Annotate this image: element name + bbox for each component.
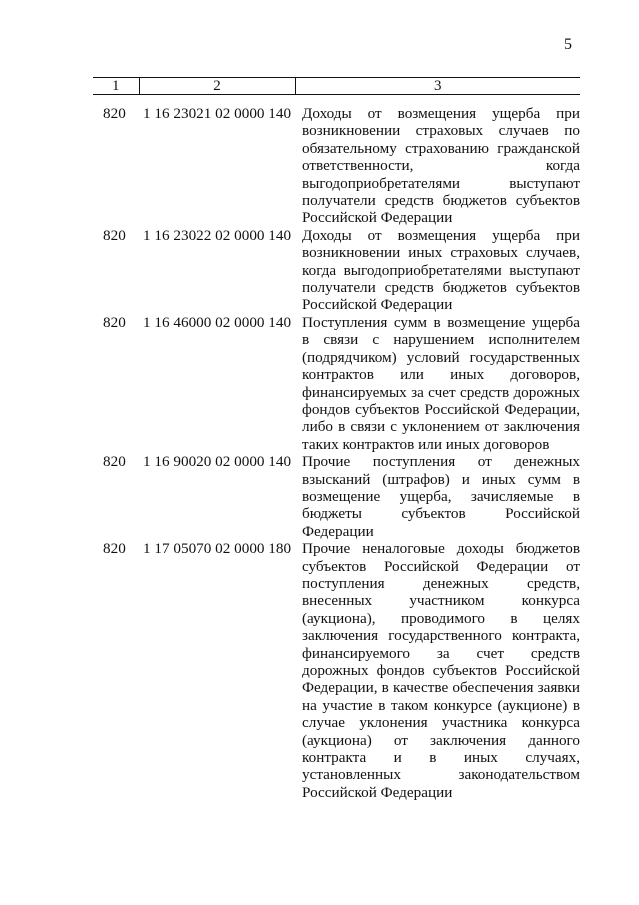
admin-code-cell: 820 bbox=[103, 105, 126, 122]
header-col-2: 2 bbox=[139, 78, 295, 95]
header-spacer bbox=[93, 95, 580, 106]
page-number: 5 bbox=[564, 36, 572, 53]
revenue-description-cell: Прочие неналоговые доходы бюджетов субъектов Российской Федерации от поступления денежных средств, внесенных участником конкурса (аукциона), проводимого в целях заключения государственного контракта, финансируемого за счет средств дорожных фондов субъектов Российской Федерации, в качестве обеспечения заявки на участие в таком конкурсе (аукционе) в случае уклонения участника конкурса (аукциона) от заключения данного контракта и в иных случаях, установленных законодательством Российской Федерации bbox=[302, 540, 580, 801]
budget-classification-code-cell: 1 16 46000 02 0000 140 bbox=[143, 313, 292, 331]
header-col-1: 1 bbox=[93, 78, 139, 95]
admin-code-cell: 820 bbox=[103, 313, 126, 331]
budget-classification-code-cell: 1 16 23021 02 0000 140 bbox=[143, 105, 292, 122]
admin-code-cell: 820 bbox=[103, 226, 126, 244]
table-row bbox=[93, 314, 580, 453]
revenue-description-cell: Доходы от возмещения ущерба при возникновении иных страховых случаев, когда выгодоприобретателями выступают получатели средств бюджетов субъектов Российской Федерации bbox=[302, 226, 580, 314]
budget-classification-code-cell: 1 16 90020 02 0000 140 bbox=[143, 453, 292, 471]
table-row bbox=[93, 227, 580, 314]
revenue-description-cell: Прочие поступления от денежных взысканий (штрафов) и иных сумм в возмещение ущерба, зачисляемые в бюджеты субъектов Российской Федерации bbox=[302, 453, 580, 540]
table-row bbox=[93, 453, 580, 540]
budget-classification-code-cell: 1 16 23022 02 0000 140 bbox=[143, 226, 292, 244]
table-row bbox=[93, 105, 580, 227]
admin-code-cell: 820 bbox=[103, 453, 126, 471]
header-col-3: 3 bbox=[295, 78, 580, 95]
revenue-code-table bbox=[93, 77, 580, 801]
admin-code-cell: 820 bbox=[103, 540, 126, 558]
revenue-description-cell: Поступления сумм в возмещение ущерба в связи с нарушением исполнителем (подрядчиком) условий государственных контрактов или иных договоров, финансируемых за счет средств дорожных фондов субъектов Российской Федерации, либо в связи с уклонением от заключения таких контрактов или иных договоров bbox=[302, 313, 580, 453]
revenue-description-cell: Доходы от возмещения ущерба при возникновении страховых случаев по обязательному страхованию гражданской ответственности, когда выгодоприобретателями выступают получатели средств бюджетов субъектов Российской Федерации bbox=[302, 105, 580, 227]
table-row bbox=[93, 540, 580, 801]
table-header-row bbox=[93, 78, 580, 95]
budget-classification-code-cell: 1 17 05070 02 0000 180 bbox=[143, 540, 292, 558]
